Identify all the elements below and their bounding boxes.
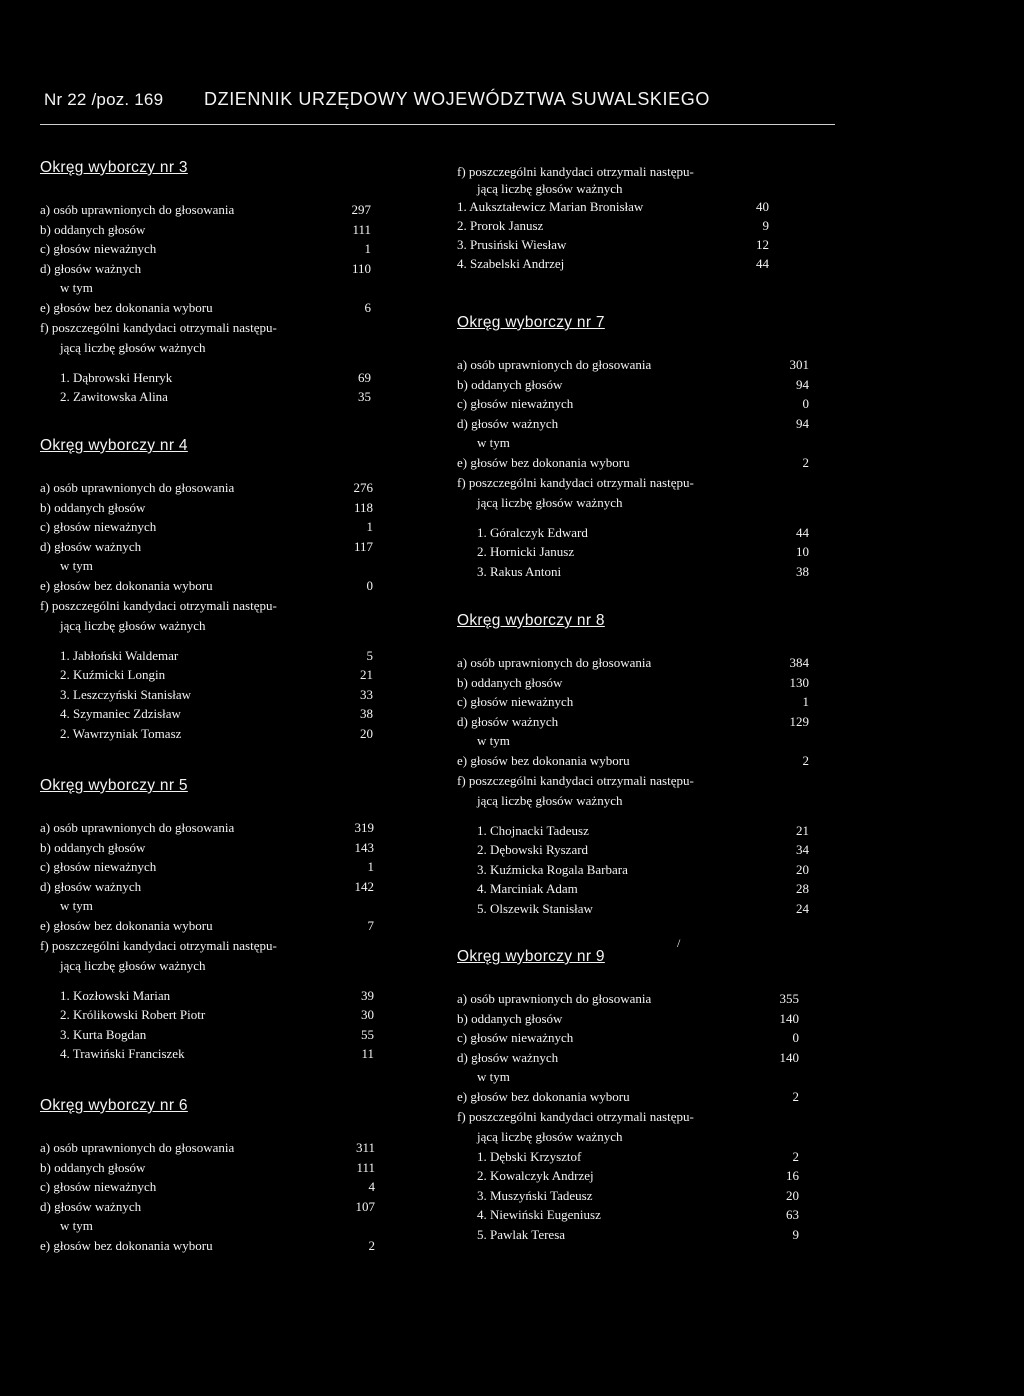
candidate-name: 2. Wawrzyniak Tomasz — [60, 725, 182, 741]
stat-value: 110 — [351, 260, 371, 276]
stat-row — [40, 616, 373, 636]
stat-label: c) głosów nieważnych — [457, 694, 574, 710]
stat-row — [40, 200, 370, 220]
stat-value: 319 — [354, 820, 374, 835]
stat-label: b) oddanych głosów — [40, 839, 146, 855]
stat-label: e) głosów bez dokonania wyboru — [40, 300, 213, 316]
stat-value: 107 — [355, 1198, 375, 1214]
stat-row — [40, 1197, 375, 1217]
candidate-row — [457, 860, 817, 880]
stat-row — [40, 517, 373, 537]
district-title: Okręg wyborczy nr 7 — [457, 314, 605, 331]
stat-value: 1 — [367, 859, 374, 875]
candidate-row — [457, 542, 817, 562]
stat-label: c) głosów nieważnych — [40, 1179, 157, 1195]
candidate-row — [457, 1205, 807, 1225]
candidate-name: 3. Kurta Bogdan — [60, 1026, 147, 1042]
candidate-row — [40, 368, 370, 388]
district-title: Okręg wyborczy nr 3 — [40, 159, 188, 176]
stat-label: e) głosów bez dokonania wyboru — [40, 578, 213, 594]
candidate-row — [40, 724, 373, 744]
district-3 — [40, 158, 370, 407]
district-title: Okręg wyborczy nr 6 — [40, 1097, 188, 1114]
stat-value: 130 — [789, 674, 809, 690]
stat-value: 4 — [368, 1179, 375, 1195]
stat-label: d) głosów ważnych — [40, 538, 142, 554]
stat-label: c) głosów nieważnych — [457, 1030, 574, 1046]
stat-row — [40, 537, 373, 557]
candidate-row — [457, 821, 817, 841]
stat-label: c) głosów nieważnych — [40, 241, 157, 257]
candidate-votes: 33 — [360, 686, 373, 702]
stat-label: w tym — [60, 558, 93, 574]
stat-label: d) głosów ważnych — [40, 260, 142, 276]
stat-label: e) głosów bez dokonania wyboru — [40, 1238, 213, 1254]
stat-value: 2 — [802, 753, 809, 769]
candidate-name: 1. Kozłowski Marian — [60, 987, 171, 1003]
stat-value: 2 — [792, 1089, 799, 1105]
candidate-name: 1. Dąbrowski Henryk — [60, 369, 173, 385]
candidate-votes: 10 — [796, 544, 809, 560]
candidate-row — [40, 685, 373, 705]
stat-label: a) osób uprawnionych do głosowania — [40, 1140, 235, 1155]
stat-value: 6 — [364, 300, 371, 316]
stat-row — [40, 1177, 375, 1197]
stat-row — [40, 857, 374, 877]
stat-label: a) osób uprawnionych do głosowania — [40, 820, 235, 835]
stat-value: 1 — [364, 241, 371, 257]
candidate-row — [457, 562, 817, 582]
candidate-votes: 9 — [792, 1226, 799, 1242]
stat-value: 0 — [802, 396, 809, 412]
stat-row — [40, 1158, 375, 1178]
candidate-votes: 69 — [358, 369, 371, 385]
candidate-votes: 21 — [796, 822, 809, 838]
stat-label: e) głosów bez dokonania wyboru — [457, 753, 630, 769]
stat-label: jącą liczbę głosów ważnych — [477, 1128, 623, 1144]
stat-row — [40, 818, 374, 838]
stat-row — [457, 375, 817, 395]
stat-row — [40, 278, 370, 298]
stat-label: a) osób uprawnionych do głosowania — [40, 480, 235, 495]
stat-value: 129 — [789, 713, 809, 729]
stat-label: w tym — [477, 733, 510, 749]
stat-value: 0 — [792, 1030, 799, 1046]
stat-label: f) poszczególni kandydaci otrzymali następu- — [40, 319, 277, 335]
candidate-row — [40, 1025, 374, 1045]
stat-label: w tym — [60, 1218, 93, 1234]
candidate-name: 4. Szymaniec Zdzisław — [60, 706, 181, 722]
stat-row — [40, 1216, 375, 1236]
candidate-name: 3. Prusiński Wiesław — [457, 237, 567, 252]
stat-label: f) poszczególni kandydaci otrzymali następu- — [457, 474, 694, 490]
stat-row — [40, 338, 370, 358]
stat-value: 118 — [353, 499, 373, 515]
stat-row — [457, 1048, 807, 1068]
stat-label: b) oddanych głosów — [40, 499, 146, 515]
stat-row — [457, 673, 817, 693]
candidate-votes: 63 — [786, 1207, 799, 1223]
candidate-row — [457, 254, 777, 273]
stat-value: 117 — [353, 538, 373, 554]
candidate-row — [457, 1186, 807, 1206]
candidate-votes: 38 — [796, 563, 809, 579]
candidate-votes: 38 — [360, 706, 373, 722]
stat-row — [457, 355, 817, 375]
candidate-name: 1. Aukształewicz Marian Bronisław — [457, 199, 644, 214]
stat-row — [457, 433, 817, 453]
stat-row — [40, 478, 373, 498]
candidate-name: 1. Góralczyk Edward — [477, 524, 588, 540]
stat-row — [40, 498, 373, 518]
candidate-votes: 5 — [366, 647, 373, 663]
stat-label: c) głosów nieważnych — [40, 859, 157, 875]
stat-label: c) głosów nieważnych — [457, 396, 574, 412]
stat-row — [457, 394, 817, 414]
stat-row — [40, 318, 370, 338]
candidate-votes: 40 — [756, 199, 769, 214]
candidate-name: 1. Jabłoński Waldemar — [60, 647, 179, 663]
stat-row — [457, 1087, 807, 1107]
candidate-row — [457, 1225, 807, 1245]
stat-value: 111 — [356, 1159, 375, 1175]
stat-label: f) poszczególni kandydaci otrzymali następu- — [40, 597, 277, 613]
candidate-votes: 28 — [796, 881, 809, 897]
stat-value: 276 — [353, 480, 373, 495]
stat-value: 384 — [789, 655, 809, 670]
stat-value: 1 — [802, 694, 809, 710]
stat-value: 94 — [796, 415, 809, 431]
candidate-name: 3. Rakus Antoni — [477, 563, 562, 579]
stat-value: 143 — [354, 839, 374, 855]
candidate-votes: 35 — [358, 389, 371, 405]
stat-row — [457, 731, 817, 751]
candidate-name: 2. Kowalczyk Andrzej — [477, 1168, 594, 1184]
district-5 — [40, 776, 374, 1064]
candidate-name: 4. Trawiński Franciszek — [60, 1046, 185, 1062]
stat-label: jącą liczbę głosów ważnych — [477, 792, 623, 808]
stat-label: a) osób uprawnionych do głosowania — [40, 202, 235, 217]
stat-value: 301 — [789, 357, 809, 372]
candidate-name: 2. Prorok Janusz — [457, 218, 544, 233]
stat-row — [457, 712, 817, 732]
candidate-name: 4. Marciniak Adam — [477, 881, 578, 897]
stat-value: 2 — [802, 455, 809, 471]
issue-position: Nr 22 /poz. 169 — [44, 90, 164, 109]
district-4 — [40, 436, 373, 744]
stat-row — [457, 1067, 807, 1087]
stat-row — [457, 1009, 807, 1029]
stat-row — [40, 596, 373, 616]
publication-title: DZIENNIK URZĘDOWY WOJEWÓDZTWA SUWALSKIEGO — [204, 89, 710, 109]
stat-row — [40, 1138, 375, 1158]
district-6-continued — [457, 163, 777, 273]
stat-value: 111 — [352, 221, 371, 237]
stat-label: jącą liczbę głosów ważnych — [477, 494, 623, 510]
candidate-row — [40, 1005, 374, 1025]
stat-label: f) poszczególni kandydaci otrzymali następu- — [457, 772, 694, 788]
candidate-votes: 44 — [796, 524, 809, 540]
stat-row — [40, 259, 370, 279]
header-rule — [40, 124, 835, 125]
stat-value: 140 — [779, 1010, 799, 1026]
candidate-votes: 30 — [361, 1007, 374, 1023]
page-header — [44, 86, 844, 116]
candidate-row — [40, 665, 373, 685]
candidate-name: 3. Leszczyński Stanisław — [60, 686, 192, 702]
candidate-votes: 2 — [792, 1148, 799, 1164]
candidate-row — [40, 646, 373, 666]
stat-label: w tym — [60, 280, 93, 296]
stat-row — [457, 751, 817, 771]
candidate-votes: 20 — [360, 725, 373, 741]
candidate-row — [40, 704, 373, 724]
candidate-row — [457, 1147, 807, 1167]
stat-value: 140 — [779, 1049, 799, 1065]
candidate-name: 2. Hornicki Janusz — [477, 544, 575, 560]
stat-row — [40, 298, 370, 318]
stat-label: d) głosów ważnych — [40, 1198, 142, 1214]
stat-value: 1 — [366, 519, 373, 535]
candidate-row — [457, 879, 817, 899]
candidate-row — [40, 387, 370, 407]
stat-label: e) głosów bez dokonania wyboru — [457, 455, 630, 471]
stat-label: d) głosów ważnych — [457, 713, 559, 729]
stat-row — [40, 556, 373, 576]
candidate-name: 3. Muszyński Tadeusz — [477, 1187, 593, 1203]
stat-label: jącą liczbę głosów ważnych — [60, 617, 206, 633]
stat-row — [457, 453, 817, 473]
candidate-votes: 44 — [756, 256, 769, 271]
stat-label: d) głosów ważnych — [40, 878, 142, 894]
candidate-name: 4. Szabelski Andrzej — [457, 256, 565, 271]
stat-row — [40, 1236, 375, 1256]
stat-value: 7 — [367, 918, 374, 934]
stat-row — [457, 771, 817, 791]
candidate-row — [457, 216, 777, 235]
stat-row — [457, 473, 817, 493]
candidate-votes: 21 — [360, 667, 373, 683]
stat-label: b) oddanych głosów — [457, 1010, 563, 1026]
stat-label: a) osób uprawnionych do głosowania — [457, 655, 652, 670]
candidate-name: 5. Pawlak Teresa — [477, 1226, 566, 1242]
stat-label: c) głosów nieważnych — [40, 519, 157, 535]
stat-label: jącą liczbę głosów ważnych — [60, 339, 206, 355]
stat-label: a) osób uprawnionych do głosowania — [457, 991, 652, 1006]
candidate-votes: 20 — [796, 861, 809, 877]
stat-value: 297 — [351, 202, 371, 217]
stat-row — [457, 163, 777, 180]
candidate-row — [457, 899, 817, 919]
stat-value: 2 — [368, 1238, 375, 1254]
candidate-row — [457, 523, 817, 543]
candidate-row — [457, 1166, 807, 1186]
district-title: Okręg wyborczy nr 5 — [40, 777, 188, 794]
candidate-row — [40, 986, 374, 1006]
district-title: Okręg wyborczy nr 4 — [40, 437, 188, 454]
candidate-votes: 12 — [756, 237, 769, 252]
stat-value: 355 — [779, 991, 799, 1006]
candidate-row — [457, 235, 777, 254]
candidate-row — [40, 1044, 374, 1064]
stat-label: jącą liczbę głosów ważnych — [477, 181, 623, 196]
stat-value: 94 — [796, 376, 809, 392]
candidate-votes: 55 — [361, 1026, 374, 1042]
stat-row — [457, 791, 817, 811]
stat-label: w tym — [60, 898, 93, 914]
candidate-name: 2. Dębowski Ryszard — [477, 842, 589, 858]
stat-value: 0 — [366, 578, 373, 594]
district-8 — [457, 611, 817, 919]
stat-label: w tym — [477, 1069, 510, 1085]
candidate-votes: 39 — [361, 987, 374, 1003]
stat-row — [40, 916, 374, 936]
stat-row — [40, 838, 374, 858]
stat-label: e) głosów bez dokonania wyboru — [40, 918, 213, 934]
stray-mark: / — [677, 936, 681, 950]
candidate-name: 2. Kuźmicki Longin — [60, 667, 166, 683]
stat-label: b) oddanych głosów — [457, 376, 563, 392]
stat-row — [457, 692, 817, 712]
candidate-name: 2. Zawitowska Alina — [60, 389, 168, 405]
candidate-name: 4. Niewiński Eugeniusz — [477, 1207, 601, 1223]
stat-row — [40, 220, 370, 240]
stat-label: b) oddanych głosów — [457, 674, 563, 690]
candidate-name: 1. Chojnacki Tadeusz — [477, 822, 589, 838]
stat-row — [457, 1107, 807, 1127]
stat-row — [40, 877, 374, 897]
stat-row — [457, 653, 817, 673]
district-6 — [40, 1096, 375, 1256]
stat-row — [40, 576, 373, 596]
stat-row — [40, 936, 374, 956]
candidate-row — [457, 840, 817, 860]
stat-label: b) oddanych głosów — [40, 1159, 146, 1175]
candidate-name: 1. Dębski Krzysztof — [477, 1148, 582, 1164]
district-title: Okręg wyborczy nr 8 — [457, 612, 605, 629]
stat-label: d) głosów ważnych — [457, 1049, 559, 1065]
stat-label: f) poszczególni kandydaci otrzymali następu- — [457, 1108, 694, 1124]
stat-row — [457, 180, 777, 197]
candidate-name: 5. Olszewik Stanisław — [477, 900, 593, 916]
stat-row — [457, 414, 817, 434]
stat-row — [457, 493, 817, 513]
stat-label: f) poszczególni kandydaci otrzymali następu- — [40, 937, 277, 953]
stat-label: w tym — [477, 435, 510, 451]
candidate-votes: 24 — [796, 900, 809, 916]
stat-label: a) osób uprawnionych do głosowania — [457, 357, 652, 372]
candidate-votes: 16 — [786, 1168, 799, 1184]
stat-row — [457, 1127, 807, 1147]
stat-row — [40, 956, 374, 976]
stat-label: d) głosów ważnych — [457, 415, 559, 431]
candidate-name: 2. Królikowski Robert Piotr — [60, 1007, 206, 1023]
candidate-votes: 34 — [796, 842, 809, 858]
stat-row — [40, 239, 370, 259]
stat-label: e) głosów bez dokonania wyboru — [457, 1089, 630, 1105]
stat-label: f) poszczególni kandydaci otrzymali następu- — [457, 164, 694, 179]
candidate-row — [457, 197, 777, 216]
stat-value: 142 — [354, 878, 374, 894]
stat-row — [457, 989, 807, 1009]
stat-value: 311 — [355, 1140, 375, 1155]
stat-row — [457, 1028, 807, 1048]
candidate-votes: 20 — [786, 1187, 799, 1203]
stat-row — [40, 896, 374, 916]
district-9 — [457, 947, 807, 1245]
district-title: Okręg wyborczy nr 9 — [457, 948, 605, 965]
district-7 — [457, 313, 817, 581]
candidate-votes: 11 — [361, 1046, 374, 1062]
candidate-votes: 9 — [762, 218, 769, 233]
stat-label: jącą liczbę głosów ważnych — [60, 957, 206, 973]
candidate-name: 3. Kuźmicka Rogala Barbara — [477, 861, 628, 877]
stat-label: b) oddanych głosów — [40, 221, 146, 237]
